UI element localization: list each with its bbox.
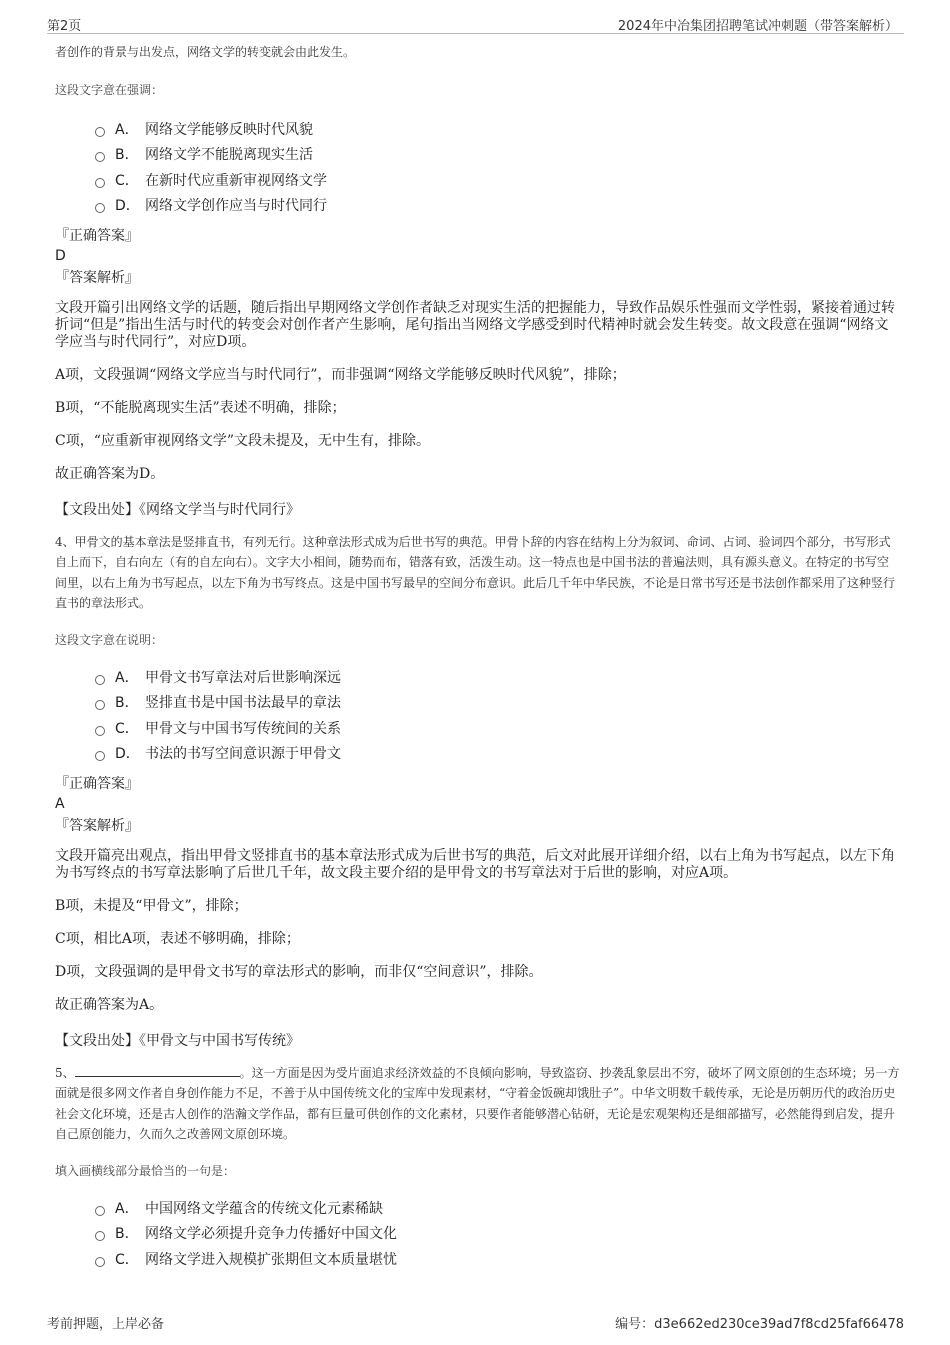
radio-icon[interactable] (95, 1257, 105, 1267)
q5-options (95, 1197, 900, 1274)
q3-option-a[interactable]: A． 网络文学能够反映时代风貌 (95, 118, 900, 144)
q3-analysis-label: 『答案解析』 (55, 269, 139, 286)
document-id: 编号：d3e662ed230ce39ad7f8cd25faf66478 (615, 1317, 904, 1332)
q4-analysis-para: C项，相比A项，表述不够明确，排除； (55, 930, 300, 947)
q5-option-c[interactable]: C． 网络文学进入规模扩张期但文本质量堪忧 (95, 1248, 900, 1274)
q4-option-c[interactable]: C． 甲骨文与中国书写传统间的关系 (95, 717, 900, 743)
radio-icon[interactable] (95, 726, 105, 736)
footer-slogan: 考前押题，上岸必备 (47, 1317, 165, 1332)
q4-analysis-para: 文段开篇亮出观点，指出甲骨文竖排直书的基本章法形式成为后世书写的典范，后文对此展开详细介绍，以右上角为书写起点，以左下角为书写终点的书写章法影响了后世几千年，故文段主要介绍的是甲骨文的书写章法对于后世的影响，对应A项。 (55, 847, 895, 881)
q3-analysis-para: A项，文段强调“网络文学应当与时代同行”，而非强调“网络文学能够反映时代风貌”，排除； (55, 366, 626, 383)
q3-option-c[interactable]: C． 在新时代应重新审视网络文学 (95, 169, 900, 195)
q4-analysis-para: B项，未提及“甲骨文”，排除； (55, 897, 248, 914)
q4-stem: 4、甲骨文的基本章法是竖排直书，有列无行。这种章法形式成为后世书写的典范。甲骨卜辞的内容在结构上分为叙词、命词、占词、验词四个部分，书写形式自上而下，自右向左（有的自左向右）。文字大小相间，随势而布，错落有致，活泼生动。这一特点也是中国书法的普遍法则，具有源头意义。在特定的书写空间里，以右上角为书写起点，以左下角为书写终点。这是中国书写最早的空间分布意识。此后几千年中华民族，不论是日常书写还是书法创作都采用了这种竖行直书的章法形式。 (55, 534, 896, 610)
q4-prompt: 这段文字意在说明： (55, 632, 164, 647)
q4-answer-label: 『正确答案』 (55, 775, 139, 792)
q5-number: 5、 (55, 1065, 75, 1080)
page-content (55, 40, 900, 1273)
q3-analysis-para: 文段开篇引出网络文学的话题，随后指出早期网络文学创作者缺乏对现实生活的把握能力，导致作品娱乐性强而文学性弱，紧接着通过转折词“但是”指出生活与时代的转变会对创作者产生影响，尾句指出当网络文学感受到时代精神时就会发生转变。故文段意在强调“网络文学应当与时代同行”，对应D项。 (55, 299, 895, 350)
q3-prompt: 这段文字意在强调： (55, 82, 164, 97)
q4-option-b[interactable]: B． 竖排直书是中国书法最早的章法 (95, 691, 900, 717)
radio-icon[interactable] (95, 1206, 105, 1216)
q3-analysis-para: C项，“应重新审视网络文学”文段未提及，无中生有，排除。 (55, 432, 431, 449)
radio-icon[interactable] (95, 178, 105, 188)
fill-in-blank-line (75, 1064, 240, 1077)
q3-option-d[interactable]: D． 网络文学创作应当与时代同行 (95, 194, 900, 220)
q3-option-b[interactable]: B． 网络文学不能脱离现实生活 (95, 143, 900, 169)
radio-icon[interactable] (95, 127, 105, 137)
radio-icon[interactable] (95, 675, 105, 685)
q3-answer: D (55, 247, 66, 264)
page-header (47, 13, 904, 34)
q4-source: 【文段出处】《甲骨文与中国书写传统》 (55, 1032, 300, 1049)
q5-option-b[interactable]: B． 网络文学必须提升竞争力传播好中国文化 (95, 1222, 900, 1248)
radio-icon[interactable] (95, 203, 105, 213)
q3-analysis-para: 故正确答案为D。 (55, 465, 165, 482)
radio-icon[interactable] (95, 751, 105, 761)
radio-icon[interactable] (95, 152, 105, 162)
document-title: 2024年中冶集团招聘笔试冲刺题（带答案解析） (617, 19, 898, 34)
q5-option-a[interactable]: A． 中国网络文学蕴含的传统文化元素稀缺 (95, 1197, 900, 1223)
q4-answer: A (55, 795, 65, 812)
page-number: 第2页 (47, 19, 82, 34)
q3-stem-tail: 者创作的背景与出发点，网络文学的转变就会由此发生。 (55, 45, 356, 59)
q3-options (95, 118, 900, 220)
q5-prompt: 填入画横线部分最恰当的一句是： (55, 1163, 236, 1178)
q3-analysis-para: B项，“不能脱离现实生活”表述不明确，排除； (55, 399, 346, 416)
page-footer (47, 1313, 904, 1332)
q4-analysis-label: 『答案解析』 (55, 817, 139, 834)
q4-analysis-para: D项，文段强调的是甲骨文书写的章法形式的影响，而非仅“空间意识”，排除。 (55, 963, 543, 980)
q4-options (95, 666, 900, 768)
q4-analysis-para: 故正确答案为A。 (55, 996, 164, 1013)
q4-option-d[interactable]: D． 书法的书写空间意识源于甲骨文 (95, 742, 900, 768)
q3-source: 【文段出处】《网络文学当与时代同行》 (55, 501, 300, 518)
q4-option-a[interactable]: A． 甲骨文书写章法对后世影响深远 (95, 666, 900, 692)
q3-answer-label: 『正确答案』 (55, 227, 139, 244)
q5-stem-text: 。这一方面是因为受片面追求经济效益的不良倾向影响，导致盗窃、抄袭乱象层出不穷，破坏了网文原创的生态环境；另一方面就是很多网文作者自身创作能力不足，不善于从中国传统文化的宝库中发现素材，“守着金饭碗却饿肚子”。中华文明数千载传承，无论是历朝历代的政治历史社会文化环境，还是古人创作的浩瀚文学作品，都有巨量可供创作的文化素材，只要作者能够潜心钻研，无论是宏观架构还是细部描写，必然能得到启发，提升自己原创能力，久而久之改善网文原创环境。 (55, 1065, 900, 1141)
radio-icon[interactable] (95, 1231, 105, 1241)
radio-icon[interactable] (95, 700, 105, 710)
q5-stem (55, 1063, 900, 1145)
